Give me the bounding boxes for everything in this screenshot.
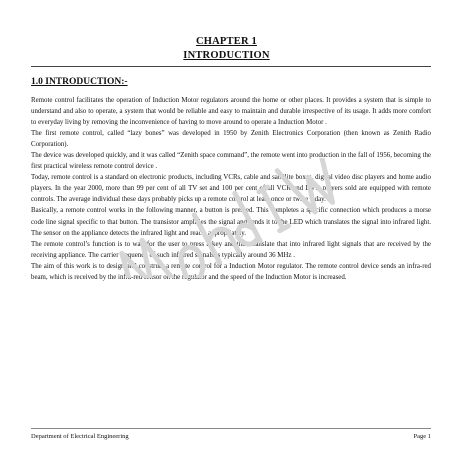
footer-department: Department of Electrical Engineering [31, 433, 129, 440]
paragraph-intro: Remote control facilitates the operation of Induction Motor regulators around the home or other places. It provides a system that is simple to understand and also to operate, a system that would be reliable and easy to maintain and durable irrespective of its usage. It adds more comfort to everyday living by removing the inconvenience of having to move around to operate a Induction Motor . [31, 97, 431, 127]
paragraph-first-remote: The first remote control, called “lazy bones” was developed in 1950 by Zenith Electronics Corporation (then known as Zenith Radio Corporation). [31, 130, 431, 149]
header-divider [31, 66, 431, 67]
paragraph-how-it-works: Basically, a remote control works in the following manner, a button is pressed. This completes a specific connection which produces a morse code line signal specific to that button. The transistor amplifies the signal and sends it to the LED which translates the signal into infrared light. The sensor on the appliance detects the infrared light and reacts appropriately. [31, 207, 431, 237]
paragraph-space-command: The device was developed quickly, and it was called “Zenith space command”, the remote went into production in the fall of 1956, becoming the first practical wireless remote control device . [31, 152, 431, 171]
paragraph-today: Today, remote control is a standard on electronic products, including VCRs, cable and satellite boxes, digital video disc players and home audio players. In the year 2000, more than 99 per cent of all TV set and 100 per cent of all VCR and DVD players sold are equipped with remote controls. The average individual these days probably picks up a remote control at least once or twice a day. [31, 174, 431, 204]
chapter-number: CHAPTER 1 [195, 36, 257, 47]
section-heading: 1.0 INTRODUCTION:- [31, 77, 128, 87]
paragraph-aim: The aim of this work is to design and construct a remote control for a Induction Motor regulator. The remote control device sends an infra-red beam, which is received by the infra-red sensor on the regulator and the speed of the Induction Motor is increased. [31, 262, 431, 281]
footer-page-number: Page 1 [413, 433, 431, 440]
body-text [31, 95, 431, 283]
footer-divider [31, 428, 431, 429]
paragraph-function: The remote control’s function is to wait for the user to press a key and then translate that into infrared light signals that are received by the receiving appliance. The carrier frequency of such infrared signals is typically around 36 MHz . [31, 240, 431, 259]
chapter-title: INTRODUCTION [183, 50, 270, 61]
